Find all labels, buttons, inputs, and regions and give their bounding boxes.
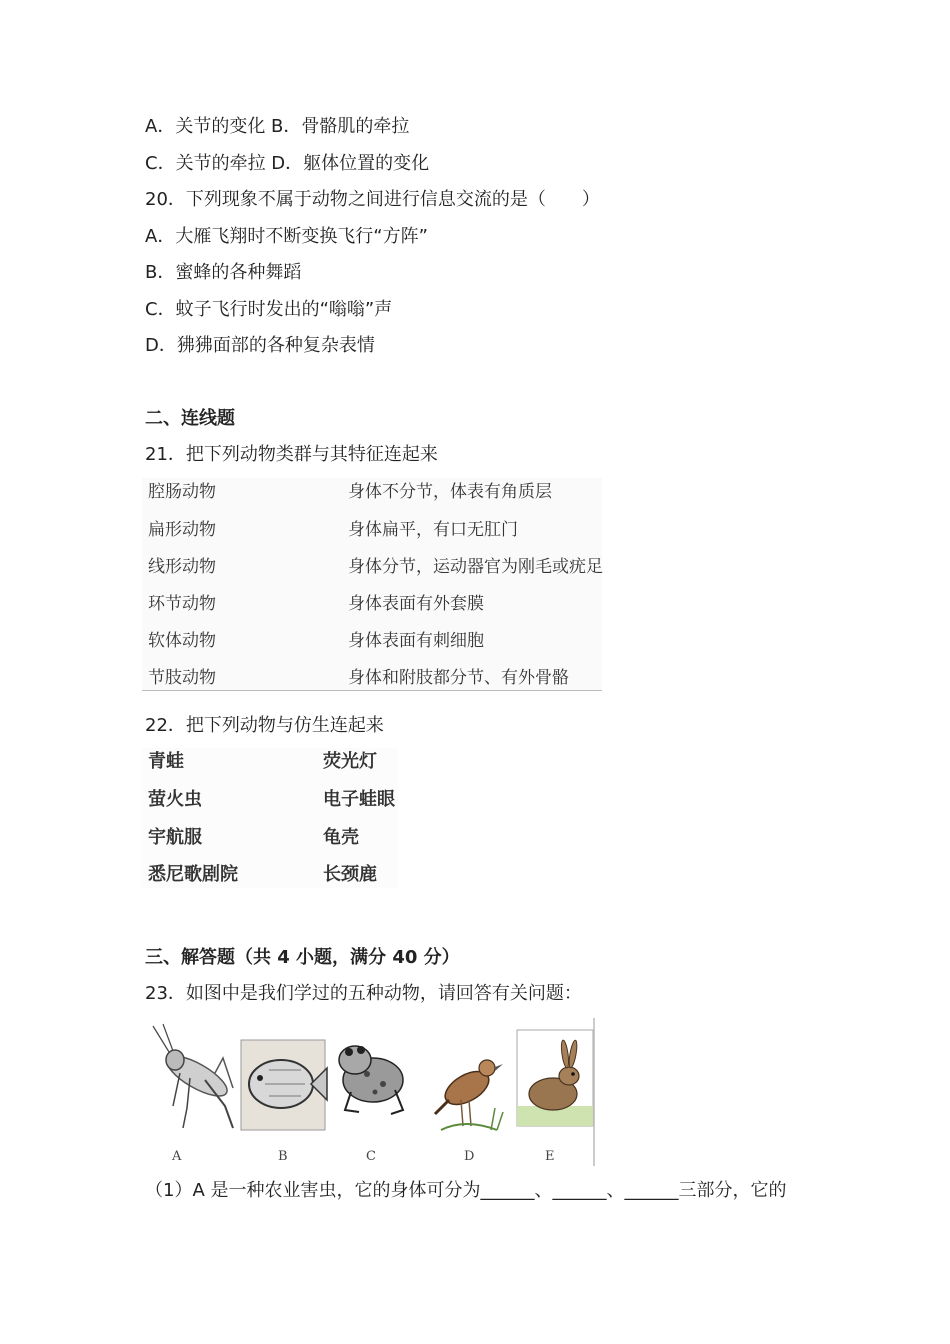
figure-label-a: A xyxy=(172,1149,182,1164)
q21-question: 21．把下列动物类群与其特征连起来 xyxy=(145,444,438,465)
q20-option-a: A．大雁飞翔时不断变换飞行“方阵” xyxy=(145,226,428,247)
q21-left-3: 线形动物 xyxy=(148,557,216,577)
grasshopper-illustration xyxy=(153,1024,233,1128)
q21-left-2: 扁形动物 xyxy=(148,520,216,540)
q20-option-c: C．蚊子飞行时发出的“嗡嗡”声 xyxy=(145,299,393,320)
rabbit-illustration xyxy=(517,1030,593,1126)
figure-label-c: C xyxy=(366,1149,376,1164)
q22-left-4: 悉尼歌剧院 xyxy=(148,864,238,885)
bird-illustration xyxy=(435,1060,503,1130)
q21-left-5: 软体动物 xyxy=(148,631,216,651)
q21-table-bottom-rule xyxy=(142,690,602,691)
q19-option-line-1: A．关节的变化 B．骨骼肌的牵拉 xyxy=(145,116,410,137)
q23-animal-figure xyxy=(145,1018,600,1168)
q22-right-1: 荧光灯 xyxy=(323,751,377,772)
q22-left-1: 青蛙 xyxy=(148,751,184,772)
q21-match-table xyxy=(142,478,602,690)
q21-right-4: 身体表面有外套膜 xyxy=(348,594,484,614)
q22-question: 22．把下列动物与仿生连起来 xyxy=(145,715,384,736)
figure-label-d: D xyxy=(464,1149,475,1164)
section3-title: 三、解答题（共 4 小题，满分 40 分） xyxy=(145,947,460,968)
q22-right-3: 龟壳 xyxy=(323,827,359,848)
q21-right-6: 身体和附肢都分节、有外骨骼 xyxy=(348,668,569,688)
q22-right-4: 长颈鹿 xyxy=(323,864,377,885)
q20-option-d: D．狒狒面部的各种复杂表情 xyxy=(145,335,375,356)
section2-title: 二、连线题 xyxy=(145,408,235,429)
q21-left-6: 节肢动物 xyxy=(148,668,216,688)
q20-question: 20．下列现象不属于动物之间进行信息交流的是（ ） xyxy=(145,189,600,210)
q22-left-3: 宇航服 xyxy=(148,827,202,848)
q21-left-4: 环节动物 xyxy=(148,594,216,614)
q21-right-5: 身体表面有刺细胞 xyxy=(348,631,484,651)
q21-right-1: 身体不分节，体表有角质层 xyxy=(348,482,552,502)
figure-label-b: B xyxy=(278,1149,288,1164)
frog-illustration xyxy=(339,1046,403,1114)
fish-illustration xyxy=(241,1040,327,1130)
q22-right-2: 电子蛙眼 xyxy=(323,789,395,810)
q21-left-1: 腔肠动物 xyxy=(148,482,216,502)
q23-question: 23．如图中是我们学过的五种动物，请回答有关问题： xyxy=(145,983,582,1004)
q19-option-line-2: C．关节的牵拉 D．躯体位置的变化 xyxy=(145,153,430,174)
q21-right-2: 身体扁平，有口无肛门 xyxy=(348,520,518,540)
q21-right-3: 身体分节，运动器官为刚毛或疣足 xyxy=(348,557,603,577)
q22-left-2: 萤火虫 xyxy=(148,789,202,810)
q20-option-b: B．蜜蜂的各种舞蹈 xyxy=(145,262,302,283)
figure-label-e: E xyxy=(545,1149,555,1164)
q23-sub1: （1）A 是一种农业害虫，它的身体可分为______、______、______三部分，它的 xyxy=(145,1180,787,1201)
